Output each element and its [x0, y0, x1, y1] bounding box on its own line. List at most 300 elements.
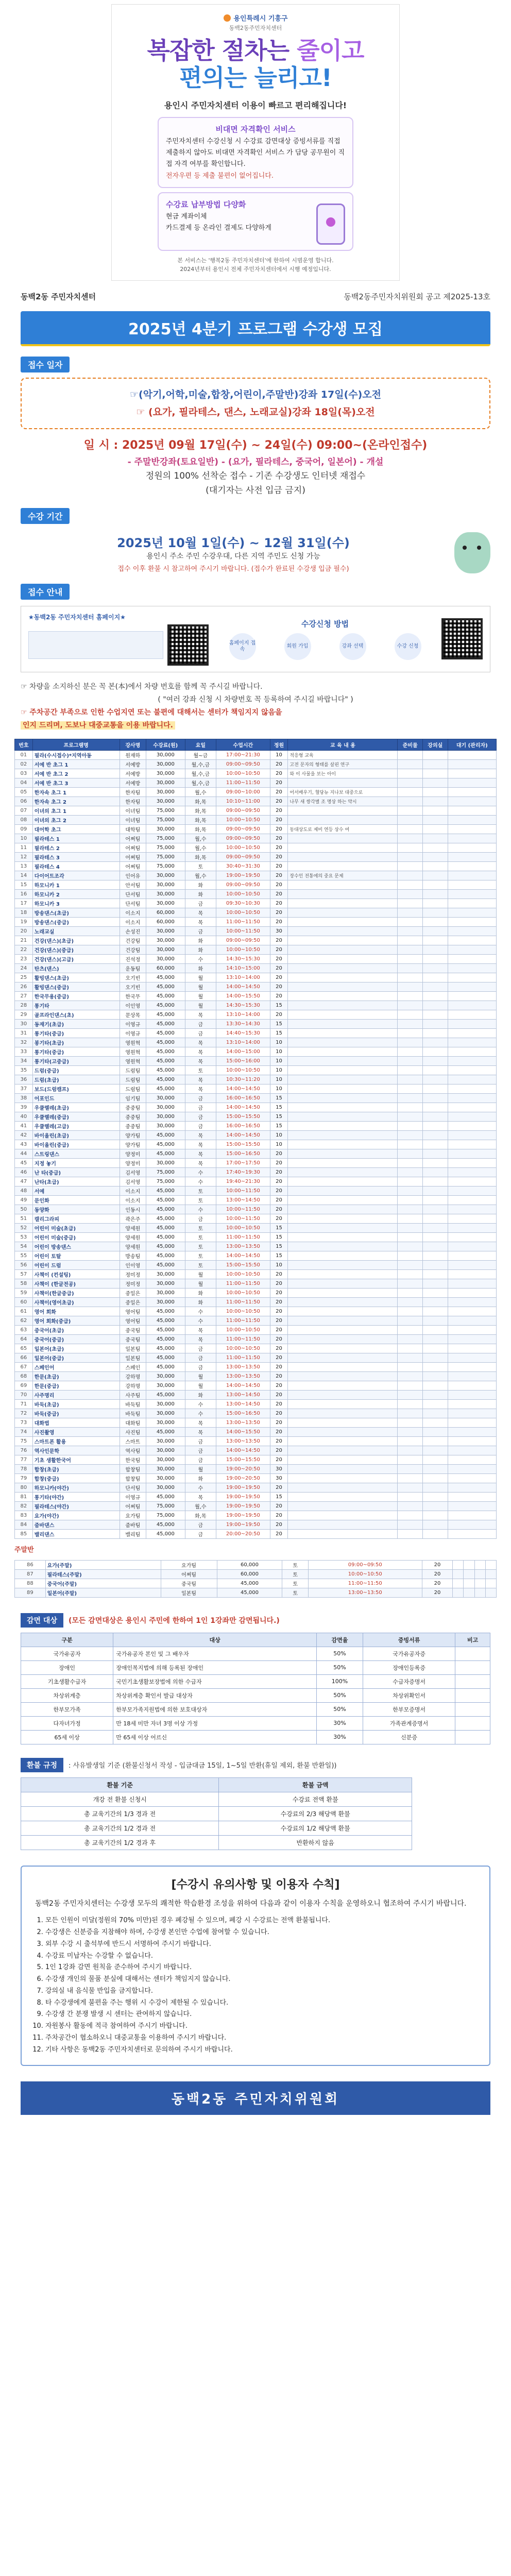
- table-cell: [398, 945, 423, 954]
- table-cell: [398, 871, 423, 880]
- table-cell: 10:00~11:50: [216, 1186, 270, 1195]
- table-cell: 71: [15, 1399, 33, 1409]
- table-cell: 20: [270, 936, 288, 945]
- table-cell: 목: [185, 908, 216, 917]
- table-cell: 45,000: [146, 991, 185, 1001]
- table-cell: 정미정: [120, 1279, 146, 1288]
- table-cell: [288, 1483, 398, 1492]
- table-cell: 57: [15, 1269, 33, 1279]
- table-cell: [453, 1560, 464, 1569]
- table-cell: 어쩌팀: [120, 1501, 146, 1511]
- table-cell: [422, 1362, 448, 1371]
- table-cell: [288, 1473, 398, 1483]
- table-cell: 01: [15, 750, 33, 759]
- table-cell: [448, 1399, 496, 1409]
- table-row: [15, 1019, 497, 1028]
- table-cell: 75,000: [146, 834, 185, 843]
- table-cell: 64: [15, 1334, 33, 1344]
- refund-note: : 사유발생일 기준 (환불신청서 작성 - 입금대금 15일, 1~5일 반환(휴일 제외, 환불 반환일)): [68, 1762, 337, 1770]
- table-cell: 20: [270, 982, 288, 991]
- table-cell: 20: [270, 806, 288, 815]
- table-cell: [455, 1674, 490, 1688]
- table-cell: [288, 806, 398, 815]
- table-cell: 수: [185, 1316, 216, 1325]
- table-cell: 탄츠(댄스): [32, 963, 120, 973]
- table-cell: 만 65세 이상 어르신: [113, 1730, 317, 1744]
- table-cell: 80: [15, 1483, 33, 1492]
- table-cell: 13:00~13:50: [216, 1242, 270, 1251]
- table-cell: 20: [270, 1158, 288, 1167]
- table-cell: [422, 1501, 448, 1511]
- qr-code-icon[interactable]: [167, 624, 209, 666]
- table-cell: 국민기초생활보장법에 의한 수급자: [113, 1674, 317, 1688]
- table-cell: 어린이 드럼: [32, 1260, 120, 1269]
- table-row: [15, 1149, 497, 1158]
- table-cell: 한국무: [120, 991, 146, 1001]
- table-cell: 월,수: [185, 834, 216, 843]
- table-cell: [288, 1269, 398, 1279]
- table-cell: [448, 1140, 496, 1149]
- table-cell: 60,000: [217, 1560, 282, 1569]
- table-cell: 20: [270, 861, 288, 871]
- rules-list: [35, 1915, 476, 2056]
- table-cell: 난 타(중급): [32, 1167, 120, 1177]
- table-cell: [448, 1390, 496, 1399]
- table-cell: 국가유공자: [21, 1647, 113, 1660]
- table-cell: 월~금: [185, 750, 216, 759]
- period-note: 용인시 주소 주민 수강우대, 다른 지역 주민도 신청 가능: [146, 552, 320, 561]
- table-cell: 어쩌팀: [120, 861, 146, 871]
- table-cell: [398, 1056, 423, 1065]
- refund-tag: 환불 규정: [21, 1758, 63, 1772]
- table-cell: 서예: [32, 1186, 120, 1195]
- table-cell: 한부모가족지원법에 의한 보호대상자: [113, 1702, 317, 1716]
- period-warn: 접수 이후 환불 시 참고하여 주시기 바랍니다. (접수가 완료된 수강생 입금 필수): [117, 565, 349, 573]
- table-row: [21, 1806, 412, 1821]
- table-cell: [422, 1483, 448, 1492]
- table-cell: [448, 787, 496, 796]
- table-cell: 영어 회화(중급): [32, 1316, 120, 1325]
- table-cell: [398, 991, 423, 1001]
- table-cell: [398, 926, 423, 936]
- table-cell: 월: [185, 973, 216, 982]
- table-cell: 13:30~14:30: [216, 1019, 270, 1028]
- table-cell: [453, 1569, 464, 1579]
- table-cell: [398, 1334, 423, 1344]
- table-cell: [455, 1660, 490, 1674]
- table-cell: 87: [15, 1569, 46, 1579]
- table-cell: 08: [15, 815, 33, 824]
- table-cell: 화: [185, 963, 216, 973]
- table-cell: 45,000: [146, 973, 185, 982]
- qr-code-icon[interactable]: [441, 618, 483, 659]
- table-cell: 토: [185, 1195, 216, 1205]
- table-cell: [398, 963, 423, 973]
- table-cell: 동재기(초급): [32, 1019, 120, 1028]
- table-cell: [398, 1019, 423, 1028]
- table-cell: 양정미: [120, 1149, 146, 1158]
- table-cell: 75,000: [146, 1177, 185, 1186]
- rule-item: 12. 기타 사항은 동백2동 주민자치센터로 문의하여 주시기 바랍니다.: [45, 2044, 476, 2056]
- table-cell: 14:30~15:30: [216, 954, 270, 963]
- table-cell: [288, 1232, 398, 1242]
- table-cell: [448, 834, 496, 843]
- table-cell: 16: [15, 889, 33, 899]
- logo-text: 용인특례시 기흥구: [233, 15, 288, 23]
- table-cell: [422, 769, 448, 778]
- table-cell: 총 교육기간의 1/2 경과 후: [21, 1835, 219, 1850]
- table-cell: [448, 1038, 496, 1047]
- table-cell: 30,000: [146, 1103, 185, 1112]
- table-cell: [422, 1084, 448, 1093]
- table-cell: 41: [15, 1121, 33, 1130]
- table-cell: 45,000: [146, 1056, 185, 1065]
- table-cell: 김서영: [120, 1167, 146, 1177]
- table-cell: 수급자증명서: [363, 1674, 455, 1688]
- table-row: [15, 991, 497, 1001]
- table-cell: 손성진: [120, 926, 146, 936]
- table-cell: 중중팀: [120, 1103, 146, 1112]
- table-cell: 13:00~14:50: [216, 1195, 270, 1205]
- table-cell: 어쩌팀: [120, 834, 146, 843]
- table-cell: [422, 1334, 448, 1344]
- table-cell: [448, 843, 496, 852]
- table-cell: 어쩌팀: [120, 843, 146, 852]
- table-cell: 19:00~20:50: [216, 1464, 270, 1473]
- table-cell: [398, 759, 423, 769]
- table-cell: 37: [15, 1084, 33, 1093]
- mascot-icon: [454, 532, 490, 573]
- table-cell: 토: [185, 1065, 216, 1075]
- table-cell: [455, 1647, 490, 1660]
- table-cell: 20: [270, 1409, 288, 1418]
- schedule-main: 일 시 : 2025년 09월 17일(수) ~ 24일(수) 09:00~(온라인접수): [83, 439, 428, 452]
- table-cell: 60,000: [217, 1569, 282, 1579]
- table-cell: 서예방: [120, 759, 146, 769]
- table-cell: [398, 824, 423, 834]
- table-cell: 오기빈: [120, 973, 146, 982]
- table-cell: 일본팀: [120, 1344, 146, 1353]
- table-cell: [448, 759, 496, 769]
- table-cell: 20: [422, 1560, 453, 1569]
- table-cell: 합창팀: [120, 1473, 146, 1483]
- table-cell: 75,000: [146, 1167, 185, 1177]
- table-cell: [398, 1121, 423, 1130]
- table-cell: 05: [15, 787, 33, 796]
- table-header: 증빙서류: [363, 1633, 455, 1647]
- table-cell: 16:00~16:50: [216, 1121, 270, 1130]
- table-cell: 우쿨렐레(중급): [32, 1112, 120, 1121]
- table-cell: 20: [270, 908, 288, 917]
- table-cell: [288, 889, 398, 899]
- table-cell: [422, 1390, 448, 1399]
- table-cell: 화,목: [185, 806, 216, 815]
- table-cell: [288, 1149, 398, 1158]
- table-cell: [422, 1001, 448, 1010]
- table-cell: 영원혁: [120, 1047, 146, 1056]
- logo-sub: 동백2동주민자치센터: [229, 25, 282, 31]
- table-cell: 14:00~15:50: [216, 991, 270, 1001]
- table-cell: 45,000: [146, 1038, 185, 1047]
- table-cell: [455, 1702, 490, 1716]
- table-cell: [422, 1316, 448, 1325]
- table-cell: 19:00~19:50: [216, 1520, 270, 1529]
- table-cell: 83: [15, 1511, 33, 1520]
- table-cell: [448, 1455, 496, 1464]
- table-cell: 45,000: [146, 1075, 185, 1084]
- table-cell: 30,000: [146, 871, 185, 880]
- table-cell: [398, 1158, 423, 1167]
- table-cell: [422, 1279, 448, 1288]
- table-cell: 30: [270, 926, 288, 936]
- table-cell: [422, 1446, 448, 1455]
- table-cell: [464, 1588, 474, 1597]
- table-cell: [398, 834, 423, 843]
- table-cell: [448, 1288, 496, 1297]
- table-cell: 85: [15, 1529, 33, 1538]
- table-header: 구분: [21, 1633, 113, 1647]
- weekend-table: [14, 1560, 497, 1598]
- table-cell: [398, 1047, 423, 1056]
- service-box-1: [158, 117, 353, 188]
- table-row: [15, 1362, 497, 1371]
- table-cell: 20: [15, 926, 33, 936]
- table-cell: 56: [15, 1260, 33, 1269]
- table-cell: [448, 769, 496, 778]
- table-cell: 노래교실: [32, 926, 120, 936]
- table-row: [15, 1205, 497, 1214]
- table-cell: [422, 945, 448, 954]
- table-cell: 10:00~10:50: [216, 1223, 270, 1232]
- table-cell: 화,목: [185, 796, 216, 806]
- table-cell: 14: [15, 871, 33, 880]
- table-cell: 영어팀: [120, 1316, 146, 1325]
- schedule-sub-1: - 주말반강좌(토요일반) - (요가, 필라테스, 중국어, 일본어) - 개설: [127, 457, 384, 468]
- table-cell: 36: [15, 1075, 33, 1084]
- table-cell: 수: [185, 954, 216, 963]
- table-cell: [448, 1205, 496, 1214]
- table-cell: [422, 1093, 448, 1103]
- table-cell: 안서팀: [120, 880, 146, 889]
- table-cell: 20: [270, 796, 288, 806]
- table-cell: 줌바댄스: [32, 1520, 120, 1529]
- table-cell: [448, 1149, 496, 1158]
- table-cell: [448, 1418, 496, 1427]
- table-row: [15, 806, 497, 815]
- table-cell: [422, 1010, 448, 1019]
- table-cell: 차상위계층 확인서 발급 대상자: [113, 1688, 317, 1702]
- table-cell: 목: [185, 917, 216, 926]
- table-cell: [288, 1409, 398, 1418]
- notes: [21, 681, 490, 733]
- table-cell: [398, 1251, 423, 1260]
- table-cell: 25: [15, 973, 33, 982]
- table-cell: 금: [185, 1446, 216, 1455]
- table-cell: 월: [185, 982, 216, 991]
- table-cell: 합창(중급): [32, 1473, 120, 1483]
- table-cell: 요가(주말): [45, 1560, 161, 1569]
- table-cell: 수: [185, 1205, 216, 1214]
- table-row: [15, 1288, 497, 1297]
- table-cell: [448, 1307, 496, 1316]
- table-cell: 19:00~19:50: [216, 871, 270, 880]
- table-cell: 사책이 (한글전공): [32, 1279, 120, 1288]
- table-cell: 60,000: [146, 963, 185, 973]
- table-cell: 금: [185, 1362, 216, 1371]
- table-cell: [422, 1427, 448, 1436]
- table-cell: 11:00~11:50: [216, 1353, 270, 1362]
- table-cell: 20: [422, 1569, 453, 1579]
- table-row: [15, 1569, 497, 1579]
- table-cell: [288, 1316, 398, 1325]
- table-cell: 63: [15, 1325, 33, 1334]
- table-cell: 하모니카(야간): [32, 1483, 120, 1492]
- table-cell: 15:00~15:50: [216, 1455, 270, 1464]
- table-cell: 20: [270, 834, 288, 843]
- table-cell: 15: [270, 1251, 288, 1260]
- table-cell: 45,000: [146, 1149, 185, 1158]
- table-cell: [288, 1130, 398, 1140]
- table-cell: [448, 1362, 496, 1371]
- table-cell: 20:00~20:50: [216, 1529, 270, 1538]
- rule-item: 5. 1인 1강좌 감면 원칙을 준수하여 주시기 바랍니다.: [45, 1962, 476, 1974]
- table-cell: [422, 1158, 448, 1167]
- table-cell: 100%: [316, 1674, 363, 1688]
- table-cell: [448, 1186, 496, 1195]
- table-cell: [398, 1520, 423, 1529]
- table-cell: [398, 1409, 423, 1418]
- table-cell: 20: [270, 1325, 288, 1334]
- table-cell: 10: [270, 750, 288, 759]
- table-cell: 임기팀: [120, 1093, 146, 1103]
- table-cell: 14:00~14:50: [216, 982, 270, 991]
- table-cell: 15: [270, 1093, 288, 1103]
- table-cell: 금: [185, 1455, 216, 1464]
- table-row: [15, 1251, 497, 1260]
- table-cell: 국가유공자증: [363, 1647, 455, 1660]
- table-cell: 10:00~11:50: [216, 1205, 270, 1214]
- rule-item: 6. 수강생 개인의 물품 분실에 대해서는 센터가 책임지지 않습니다.: [45, 1974, 476, 1986]
- table-cell: 30,000: [146, 899, 185, 908]
- table-row: [15, 1520, 497, 1529]
- table-row: [15, 769, 497, 778]
- table-cell: 29: [15, 1010, 33, 1019]
- table-cell: 드럼(중급): [32, 1065, 120, 1075]
- table-cell: 72: [15, 1409, 33, 1418]
- table-row: [15, 1492, 497, 1501]
- table-cell: [422, 1409, 448, 1418]
- table-cell: [422, 778, 448, 787]
- period-block: [21, 532, 490, 573]
- table-cell: 월,수,금: [185, 769, 216, 778]
- table-cell: 어쩌팀: [161, 1569, 217, 1579]
- table-cell: 서예 반 초그 2: [32, 769, 120, 778]
- table-cell: [453, 1588, 464, 1597]
- table-cell: 30: [15, 1019, 33, 1028]
- table-cell: 이녀팀: [120, 806, 146, 815]
- table-cell: 53: [15, 1232, 33, 1242]
- table-cell: [288, 1140, 398, 1149]
- table-cell: 한자팀: [120, 787, 146, 796]
- table-cell: 06: [15, 796, 33, 806]
- table-cell: [398, 880, 423, 889]
- table-cell: 금: [185, 926, 216, 936]
- table-cell: 45,000: [146, 1205, 185, 1214]
- table-cell: 45,000: [146, 1186, 185, 1195]
- table-cell: [398, 1028, 423, 1038]
- table-cell: 화: [185, 936, 216, 945]
- table-cell: [422, 1047, 448, 1056]
- table-cell: 44: [15, 1149, 33, 1158]
- table-row: [15, 973, 497, 982]
- table-cell: 반환하지 않음: [219, 1835, 412, 1850]
- table-cell: [448, 1112, 496, 1121]
- table-cell: 45,000: [146, 1307, 185, 1316]
- table-header: 대상: [113, 1633, 317, 1647]
- table-cell: 09:00~09:50: [216, 834, 270, 843]
- table-cell: 10:10~11:00: [216, 796, 270, 806]
- table-cell: [422, 1511, 448, 1520]
- table-row: [21, 1835, 412, 1850]
- table-cell: [288, 1334, 398, 1344]
- table-cell: [422, 973, 448, 982]
- table-cell: 수: [185, 1167, 216, 1177]
- table-cell: [398, 1214, 423, 1223]
- table-cell: 화,목: [185, 1511, 216, 1520]
- table-cell: 드럼팀: [120, 1065, 146, 1075]
- table-cell: 수: [185, 1307, 216, 1316]
- table-cell: [474, 1569, 485, 1579]
- table-cell: [398, 1149, 423, 1158]
- table-cell: 스마트폰 활용: [32, 1436, 120, 1446]
- table-cell: 20: [270, 815, 288, 824]
- table-cell: [422, 1325, 448, 1334]
- table-row: [15, 1307, 497, 1316]
- table-cell: 수: [185, 1177, 216, 1186]
- table-cell: 이소지: [120, 917, 146, 926]
- table-cell: [448, 871, 496, 880]
- table-cell: 78: [15, 1464, 33, 1473]
- table-cell: 20: [270, 1520, 288, 1529]
- table-cell: 15: [270, 1028, 288, 1038]
- table-cell: 65: [15, 1344, 33, 1353]
- table-cell: 20: [422, 1588, 453, 1597]
- receipt-line-2: ☞ (요가, 필라테스, 댄스, 노래교실)강좌 18일(목)오전: [136, 406, 375, 418]
- table-row: [15, 1130, 497, 1140]
- table-cell: 20: [270, 880, 288, 889]
- table-cell: 한부모증명서: [363, 1702, 455, 1716]
- table-cell: 17:00~21:30: [216, 750, 270, 759]
- table-cell: 20: [270, 1436, 288, 1446]
- table-cell: 우쿨렐레(고급): [32, 1121, 120, 1130]
- rule-item: 10. 자원봉사 활동에 적극 참여하여 주시기 바랍니다.: [45, 2021, 476, 2032]
- headline-part-3: 편의는 늘리고!: [179, 63, 332, 92]
- table-cell: [422, 1167, 448, 1177]
- table-row: [21, 1660, 490, 1674]
- table-row: [15, 1427, 497, 1436]
- table-cell: 건강팀: [120, 945, 146, 954]
- table-cell: 한문(초급): [32, 1371, 120, 1381]
- table-cell: 금: [185, 1121, 216, 1130]
- table-cell: [398, 796, 423, 806]
- table-cell: [448, 926, 496, 936]
- table-cell: 영어팀: [120, 1307, 146, 1316]
- table-cell: [288, 1511, 398, 1520]
- table-row: [15, 1511, 497, 1520]
- table-cell: 61: [15, 1307, 33, 1316]
- table-cell: [288, 1121, 398, 1130]
- table-cell: [448, 824, 496, 834]
